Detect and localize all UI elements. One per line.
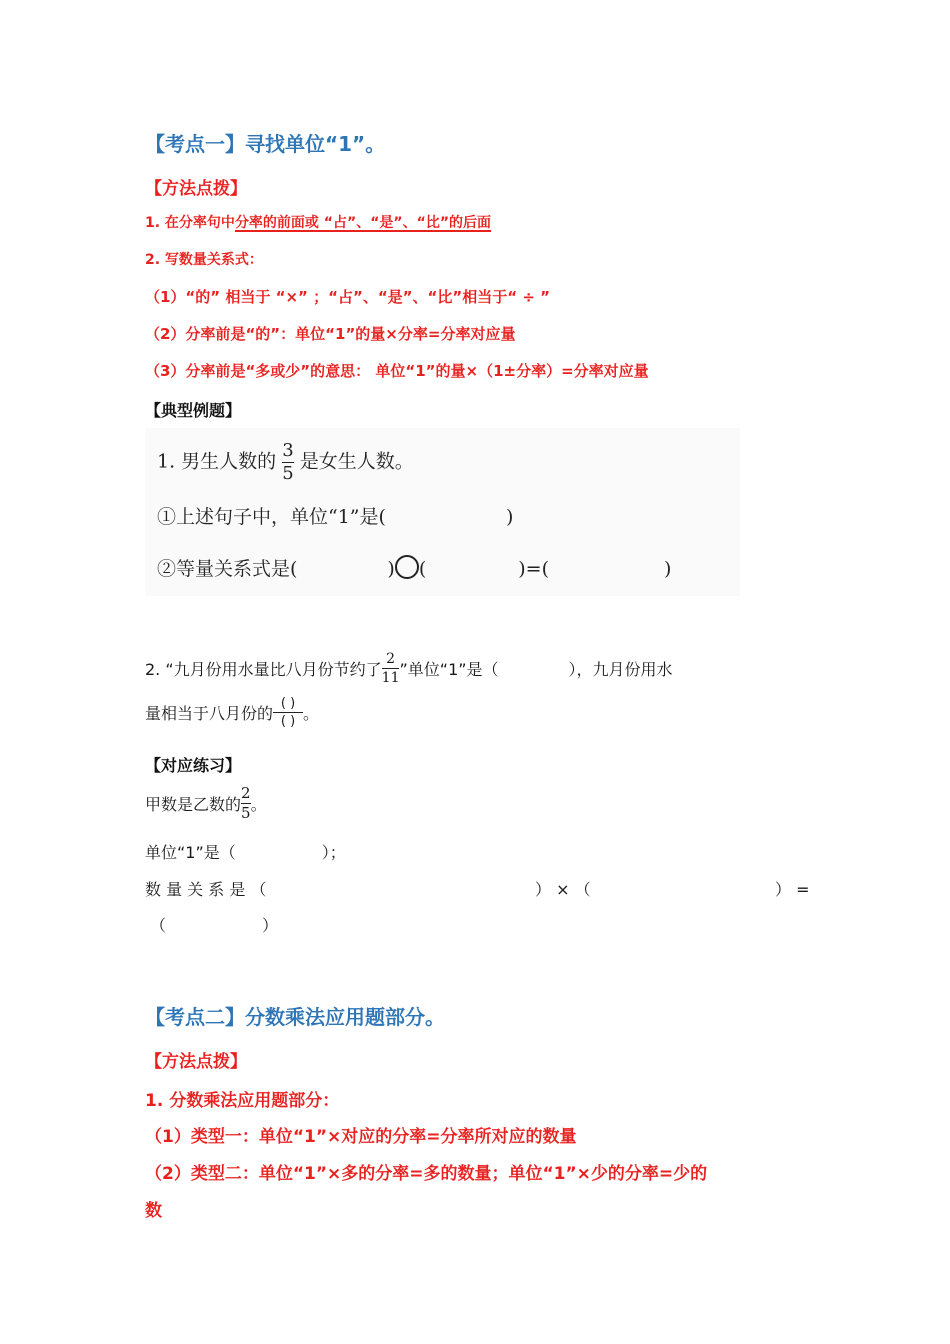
section1-item1 [145, 212, 491, 232]
fraction-numerator: 3 [282, 440, 294, 461]
section2-heading: 【考点二】分数乘法应用题部分。 [145, 1005, 445, 1029]
q2-mid2: ），九月份用水 [568, 660, 673, 679]
section2-method-label: 【方法点拨】 [145, 1052, 247, 1072]
practice-line2 [145, 840, 346, 863]
practice-label: 【对应练习】 [145, 756, 242, 775]
fraction-numerator-blank: ( ) [280, 696, 296, 711]
section1-sub2: （2）分率前是“的”：单位“1”的量×分率=分率对应量 [145, 325, 516, 343]
example-line3 [157, 554, 671, 581]
section1-item1-underlined: 分率的前面或 “占”、“是”、“比”的后面 [234, 215, 492, 231]
example-line1-prefix: 1. 男生人数的 [157, 450, 277, 473]
example-label: 【典型例题】 [145, 401, 242, 420]
section1-sub3: （3）分率前是“多或少”的意思： 单位“1”的量×（1±分率）=分率对应量 [145, 362, 649, 380]
example-image [145, 428, 740, 596]
q2-line2-prefix: 量相当于八月份的 [145, 704, 274, 723]
section1-item1-prefix: 1. 在分率句中 [145, 215, 235, 231]
section1-heading: 【考点一】寻找单位“1”。 [145, 132, 386, 156]
fraction-denominator: 11 [381, 670, 400, 686]
fraction-denominator: 5 [282, 463, 294, 484]
example-line3-close3: ) [664, 558, 672, 580]
example-line2-prefix: ①上述句子中，单位“1”是( [157, 506, 386, 528]
fraction-numerator: 2 [241, 784, 251, 802]
operator-circle-icon [395, 555, 419, 579]
example-line2-suffix: ) [505, 506, 514, 528]
practice-line4 [150, 913, 278, 936]
q2-prefix: 2. “九月份用水量比八月份节约了 [145, 660, 382, 679]
question2-line1 [145, 652, 673, 685]
q2-line2-suffix: 。 [303, 704, 320, 723]
fraction-denominator: 5 [241, 804, 251, 822]
practice-line3-a: 数 量 关 系 是 （ [145, 880, 267, 899]
fraction-2-5 [241, 786, 251, 821]
practice-line1 [145, 786, 267, 821]
practice-line2-prefix: 单位“1”是（ [145, 843, 236, 862]
section1-method-label: 【方法点拨】 [145, 179, 247, 199]
example-line3-prefix: ②等量关系式是( [157, 558, 298, 580]
example-line3-open2: ( [418, 558, 427, 580]
section2-item1: 1. 分数乘法应用题部分： [145, 1091, 340, 1111]
fraction-2-11 [382, 652, 400, 685]
example-line2 [157, 502, 513, 529]
practice-line3-c: ） = [775, 880, 810, 899]
section1-sub1: （1）“的” 相当于 “×” ；“占”、“是”、“比”相当于“ ÷ ” [145, 288, 550, 306]
question2-line2 [145, 697, 319, 728]
practice-line3-b: ） × （ [535, 880, 591, 899]
fraction-3-5 [282, 442, 293, 483]
example-line1 [157, 442, 414, 483]
q2-mid: ”单位“1”是（ [399, 660, 499, 679]
fraction-bar [382, 668, 400, 669]
section2-sub2: （2）类型二：单位“1”×多的分率=多的数量；单位“1”×少的分率=少的 [145, 1164, 708, 1184]
section1-item2: 2. 写数量关系式： [145, 252, 263, 268]
practice-line1-prefix: 甲数是乙数的 [145, 795, 242, 814]
example-line1-suffix: 是女生人数。 [299, 450, 414, 473]
fraction-blank [273, 697, 303, 728]
practice-line4-open: （ [150, 916, 167, 935]
section2-sub2-cont: 数 [145, 1201, 162, 1221]
fraction-denominator-blank: ( ) [280, 714, 296, 729]
section2-sub1: （1）类型一：单位“1”×对应的分率=分率所对应的数量 [145, 1127, 577, 1147]
fraction-numerator: 2 [386, 651, 396, 667]
practice-line1-suffix: 。 [250, 795, 267, 814]
example-line3-close1: ) [387, 558, 395, 580]
practice-line4-close: ） [262, 916, 279, 935]
practice-line2-suffix: ）； [321, 843, 346, 862]
example-line3-equals: )=( [518, 558, 550, 580]
fraction-bar [273, 712, 303, 713]
